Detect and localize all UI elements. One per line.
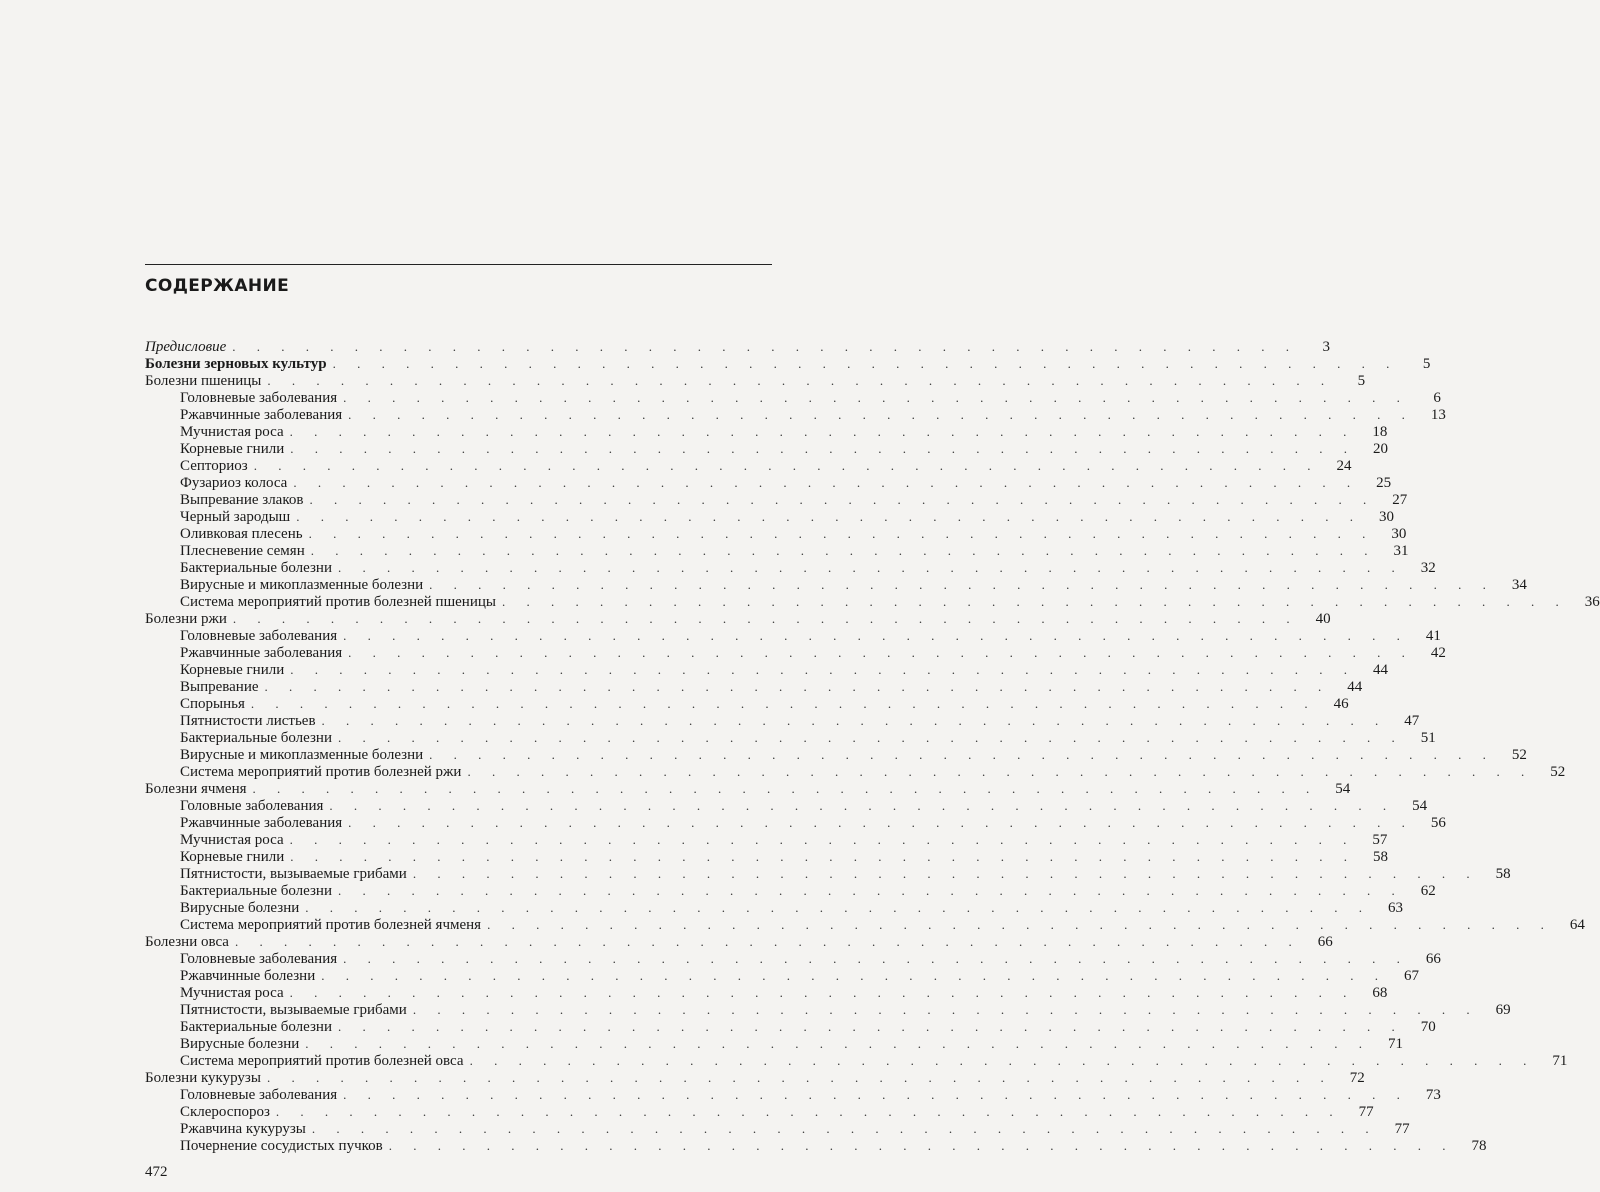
toc-entry-page: 67 — [1403, 968, 1419, 984]
toc-entry-page: 5 — [1422, 356, 1431, 372]
toc-entry — [145, 610, 1331, 627]
toc-entry-title: Фузариоз колоса — [180, 475, 288, 491]
toc-entry-title: Ржавчинные заболевания — [180, 815, 343, 831]
dot-leader: . . . . . . . . . . . . . . . . . . . . . . . . . . . . . . . . . . . . . . . . . . . . — [337, 560, 1404, 575]
toc-entry-page: 13 — [1430, 407, 1446, 423]
dot-leader: . . . . . . . . . . . . . . . . . . . . . . . . . . . . . . . . . . . . . . . . . . . . — [311, 1121, 1378, 1136]
toc-entry — [145, 661, 1388, 678]
toc-entry — [145, 576, 1527, 593]
toc-entry-page: 44 — [1372, 662, 1388, 678]
toc-entry-page: 77 — [1358, 1104, 1374, 1120]
toc-entry — [145, 950, 1441, 967]
toc-entry — [145, 1103, 1374, 1120]
page-title: СОДЕРЖАНИЕ — [145, 276, 290, 296]
toc-entry-title: Плесневение семян — [180, 543, 305, 559]
toc-entry-title: Бактериальные болезни — [180, 883, 332, 899]
dot-leader: . . . . . . . . . . . . . . . . . . . . . . . . . . . . . . . . . . . . . . . . . . . . — [412, 1002, 1479, 1017]
toc-entry-title: Септориоз — [180, 458, 248, 474]
toc-entry-title: Болезни зерновых культур — [145, 356, 327, 372]
toc-entry-title: Система мероприятий против болезней ячменя — [180, 917, 482, 933]
toc-entry-page: 41 — [1425, 628, 1441, 644]
toc-entry-page: 71 — [1388, 1036, 1403, 1052]
dot-leader: . . . . . . . . . . . . . . . . . . . . . . . . . . . . . . . . . . . . . . . . . . . . — [289, 985, 1356, 1000]
toc-entry-page: 32 — [1420, 560, 1436, 576]
toc-entry-title: Корневые гнили — [180, 441, 285, 457]
toc-entry-page: 62 — [1420, 883, 1436, 899]
toc-entry — [145, 508, 1394, 525]
toc-entry-page: 58 — [1495, 866, 1511, 882]
toc-entry — [145, 882, 1436, 899]
toc-entry-page: 3 — [1322, 339, 1331, 355]
toc-entry-page: 46 — [1333, 696, 1349, 712]
toc-entry — [145, 559, 1436, 576]
toc-entry-title: Выпревание злаков — [180, 492, 304, 508]
toc-entry-title: Вирусные и микоплазменные болезни — [180, 747, 424, 763]
toc-entry-page: 30 — [1378, 509, 1394, 525]
toc-entry-page: 24 — [1336, 458, 1352, 474]
dot-leader: . . . . . . . . . . . . . . . . . . . . . . . . . . . . . . . . . . . . . . . . . . . . — [337, 1019, 1404, 1034]
toc-entry — [145, 780, 1351, 797]
toc-entry-page: 70 — [1420, 1019, 1436, 1035]
toc-entry — [145, 848, 1388, 865]
dot-leader: . . . . . . . . . . . . . . . . . . . . . . . . . . . . . . . . . . . . . . . . . . . . — [332, 356, 1399, 371]
toc-entry-page: 52 — [1511, 747, 1527, 763]
toc-entry-title: Ржавчинные заболевания — [180, 645, 343, 661]
toc-entry-title: Мучнистая роса — [180, 985, 284, 1001]
dot-leader: . . . . . . . . . . . . . . . . . . . . . . . . . . . . . . . . . . . . . . . . . . . . — [343, 951, 1409, 966]
toc-entry-page: 68 — [1372, 985, 1388, 1001]
toc-entry-page: 20 — [1372, 441, 1388, 457]
toc-entry-page: 69 — [1495, 1002, 1511, 1018]
dot-leader: . . . . . . . . . . . . . . . . . . . . . . . . . . . . . . . . . . . . . . . . . . . . — [348, 645, 1414, 660]
toc-entry-title: Корневые гнили — [180, 662, 285, 678]
dot-leader: . . . . . . . . . . . . . . . . . . . . . . . . . . . . . . . . . . . . . . . . . . . . — [252, 781, 1319, 796]
toc-entry-title: Мучнистая роса — [180, 832, 284, 848]
dot-leader: . . . . . . . . . . . . . . . . . . . . . . . . . . . . . . . . . . . . . . . . . . . . — [412, 866, 1479, 881]
toc-entry-title: Почернение сосудистых пучков — [180, 1138, 383, 1154]
dot-leader: . . . . . . . . . . . . . . . . . . . . . . . . . . . . . . . . . . . . . . . . . . . . — [290, 849, 1356, 864]
toc-entry — [145, 763, 1566, 780]
toc-entry — [145, 542, 1409, 559]
toc-entry-title: Болезни овса — [145, 934, 229, 950]
toc-entry-page: 5 — [1357, 373, 1366, 389]
toc-entry — [145, 899, 1403, 916]
toc-entry-title: Вирусные болезни — [180, 1036, 300, 1052]
toc-entry-page: 54 — [1335, 781, 1351, 797]
toc-entry-title: Ржавчинные болезни — [180, 968, 316, 984]
toc-entry-page: 34 — [1511, 577, 1527, 593]
toc-entry-page: 58 — [1372, 849, 1388, 865]
toc-entry-title: Выпревание — [180, 679, 259, 695]
toc-entry — [145, 984, 1388, 1001]
toc-entry-title: Головневые заболевания — [180, 1087, 338, 1103]
toc-entry-title: Мучнистая роса — [180, 424, 284, 440]
dot-leader: . . . . . . . . . . . . . . . . . . . . . . . . . . . . . . . . . . . . . . . . . . . . — [429, 747, 1495, 762]
toc-entry — [145, 1035, 1403, 1052]
dot-leader: . . . . . . . . . . . . . . . . . . . . . . . . . . . . . . . . . . . . . . . . . . . . — [429, 577, 1495, 592]
toc-entry — [145, 372, 1366, 389]
toc-entry — [145, 644, 1446, 661]
toc-entry-title: Спорынья — [180, 696, 245, 712]
toc-entry-page: 44 — [1347, 679, 1363, 695]
toc-entry-page: 27 — [1392, 492, 1408, 508]
toc-entry — [145, 627, 1441, 644]
toc-entry-page: 52 — [1550, 764, 1566, 780]
toc-entry-page: 31 — [1393, 543, 1409, 559]
toc-entry-page: 56 — [1430, 815, 1446, 831]
toc-entry-page: 66 — [1425, 951, 1441, 967]
toc-entry-title: Головневые заболевания — [180, 390, 338, 406]
dot-leader: . . . . . . . . . . . . . . . . . . . . . . . . . . . . . . . . . . . . . . . . . . . . — [467, 764, 1534, 779]
toc-entry-page: 25 — [1376, 475, 1392, 491]
toc-entry-page: 78 — [1471, 1138, 1487, 1154]
toc-entry-title: Система мероприятий против болезней ржи — [180, 764, 462, 780]
toc-entry-title: Болезни ржи — [145, 611, 227, 627]
dot-leader: . . . . . . . . . . . . . . . . . . . . . . . . . . . . . . . . . . . . . . . . . . . . — [337, 883, 1404, 898]
toc-entry-page: 36 — [1584, 594, 1600, 610]
toc-entry — [145, 338, 1331, 355]
toc-entry — [145, 712, 1420, 729]
toc-entry — [145, 831, 1388, 848]
toc-entry-page: 73 — [1425, 1087, 1441, 1103]
toc-entry — [145, 355, 1431, 372]
toc-entry-title: Черный зародыш — [180, 509, 291, 525]
dot-leader: . . . . . . . . . . . . . . . . . . . . . . . . . . . . . . . . . . . . . . . . . . . . — [290, 662, 1356, 677]
dot-leader: . . . . . . . . . . . . . . . . . . . . . . . . . . . . . . . . . . . . . . . . . . . . — [348, 407, 1414, 422]
toc-entry-title: Головневые заболевания — [180, 951, 338, 967]
toc-entry-title: Головные заболевания — [180, 798, 324, 814]
dot-leader: . . . . . . . . . . . . . . . . . . . . . . . . . . . . . . . . . . . . . . . . . . . . — [293, 475, 1360, 490]
toc-entry-page: 77 — [1394, 1121, 1410, 1137]
dot-leader: . . . . . . . . . . . . . . . . . . . . . . . . . . . . . . . . . . . . . . . . . . . . — [232, 611, 1299, 626]
toc-entry-title: Пятнистости, вызываемые грибами — [180, 1002, 407, 1018]
dot-leader: . . . . . . . . . . . . . . . . . . . . . . . . . . . . . . . . . . . . . . . . . . . . — [501, 594, 1568, 609]
toc-entry-page: 72 — [1349, 1070, 1365, 1086]
dot-leader: . . . . . . . . . . . . . . . . . . . . . . . . . . . . . . . . . . . . . . . . . . . . — [308, 526, 1375, 541]
dot-leader: . . . . . . . . . . . . . . . . . . . . . . . . . . . . . . . . . . . . . . . . . . . . — [388, 1138, 1455, 1153]
toc-entry-title: Бактериальные болезни — [180, 1019, 332, 1035]
dot-leader: . . . . . . . . . . . . . . . . . . . . . . . . . . . . . . . . . . . . . . . . . . . . — [348, 815, 1414, 830]
dot-leader: . . . . . . . . . . . . . . . . . . . . . . . . . . . . . . . . . . . . . . . . . . . . — [266, 1070, 1333, 1085]
toc-entry — [145, 1069, 1365, 1086]
dot-leader: . . . . . . . . . . . . . . . . . . . . . . . . . . . . . . . . . . . . . . . . . . . . — [296, 509, 1362, 524]
toc-entry-title: Вирусные болезни — [180, 900, 300, 916]
dot-leader: . . . . . . . . . . . . . . . . . . . . . . . . . . . . . . . . . . . . . . . . . . . . — [289, 424, 1356, 439]
toc-entry-title: Бактериальные болезни — [180, 560, 332, 576]
dot-leader: . . . . . . . . . . . . . . . . . . . . . . . . . . . . . . . . . . . . . . . . . . . . — [337, 730, 1404, 745]
dot-leader: . . . . . . . . . . . . . . . . . . . . . . . . . . . . . . . . . . . . . . . . . . . . — [289, 832, 1356, 847]
toc-entry-title: Ржавчина кукурузы — [180, 1121, 306, 1137]
toc-entry — [145, 916, 1585, 933]
toc-entry — [145, 797, 1428, 814]
toc-entry — [145, 1001, 1511, 1018]
toc-entry-page: 63 — [1388, 900, 1403, 916]
dot-leader: . . . . . . . . . . . . . . . . . . . . . . . . . . . . . . . . . . . . . . . . . . . . — [253, 458, 1320, 473]
dot-leader: . . . . . . . . . . . . . . . . . . . . . . . . . . . . . . . . . . . . . . . . . . . . — [250, 696, 1317, 711]
toc-entry-title: Оливковая плесень — [180, 526, 303, 542]
toc-entry-page: 54 — [1412, 798, 1428, 814]
dot-leader: . . . . . . . . . . . . . . . . . . . . . . . . . . . . . . . . . . . . . . . . . . . . — [234, 934, 1301, 949]
toc-entry-page: 47 — [1404, 713, 1420, 729]
toc-entry — [145, 423, 1388, 440]
toc-entry-title: Болезни ячменя — [145, 781, 247, 797]
toc-entry — [145, 593, 1600, 610]
toc-entry-page: 51 — [1420, 730, 1436, 746]
toc-entry — [145, 729, 1436, 746]
toc-entry-title: Ржавчинные заболевания — [180, 407, 343, 423]
dot-leader: . . . . . . . . . . . . . . . . . . . . . . . . . . . . . . . . . . . . . . . . . . . . — [329, 798, 1396, 813]
toc-entry-title: Предисловие — [145, 339, 227, 355]
toc-entry — [145, 474, 1392, 491]
toc-entry — [145, 1018, 1436, 1035]
toc-entry — [145, 406, 1446, 423]
dot-leader: . . . . . . . . . . . . . . . . . . . . . . . . . . . . . . . . . . . . . . . . . . . . — [321, 713, 1388, 728]
toc-entry — [145, 933, 1333, 950]
dot-leader: . . . . . . . . . . . . . . . . . . . . . . . . . . . . . . . . . . . . . . . . . . . . — [264, 679, 1331, 694]
toc-entry — [145, 1137, 1487, 1154]
toc-entry-title: Система мероприятий против болезней пшеницы — [180, 594, 496, 610]
dot-leader: . . . . . . . . . . . . . . . . . . . . . . . . . . . . . . . . . . . . . . . . . . . . — [305, 900, 1371, 915]
toc-entry — [145, 525, 1407, 542]
toc-entry — [145, 457, 1352, 474]
toc-entry-page: 66 — [1317, 934, 1333, 950]
dot-leader: . . . . . . . . . . . . . . . . . . . . . . . . . . . . . . . . . . . . . . . . . . . . — [321, 968, 1387, 983]
heading-rule — [145, 264, 772, 265]
toc-entry-title: Пятнистости, вызываемые грибами — [180, 866, 407, 882]
page-number: 472 — [145, 1164, 168, 1180]
toc-entry-page: 6 — [1433, 390, 1441, 406]
toc-entry-title: Головневые заболевания — [180, 628, 338, 644]
dot-leader: . . . . . . . . . . . . . . . . . . . . . . . . . . . . . . . . . . . . . . . . . . . . — [310, 543, 1377, 558]
toc-entry — [145, 389, 1441, 406]
toc-entry — [145, 678, 1363, 695]
dot-leader: . . . . . . . . . . . . . . . . . . . . . . . . . . . . . . . . . . . . . . . . . . . . — [343, 1087, 1409, 1102]
toc-entry-title: Система мероприятий против болезней овса — [180, 1053, 464, 1069]
toc-entry-page: 30 — [1391, 526, 1407, 542]
dot-leader: . . . . . . . . . . . . . . . . . . . . . . . . . . . . . . . . . . . . . . . . . . . . — [343, 628, 1409, 643]
dot-leader: . . . . . . . . . . . . . . . . . . . . . . . . . . . . . . . . . . . . . . . . . . . . — [469, 1053, 1536, 1068]
toc-entry-title: Болезни кукурузы — [145, 1070, 261, 1086]
dot-leader: . . . . . . . . . . . . . . . . . . . . . . . . . . . . . . . . . . . . . . . . . . . . — [267, 373, 1334, 388]
toc-entry — [145, 967, 1419, 984]
toc-entry — [145, 814, 1446, 831]
toc-entry-page: 71 — [1552, 1053, 1568, 1069]
toc-entry — [145, 695, 1349, 712]
toc-entry-title: Болезни пшеницы — [145, 373, 262, 389]
dot-leader: . . . . . . . . . . . . . . . . . . . . . . . . . . . . . . . . . . . . . . . . . . . . — [232, 339, 1299, 354]
toc-entry-page: 42 — [1430, 645, 1446, 661]
toc-entry-title: Бактериальные болезни — [180, 730, 332, 746]
dot-leader: . . . . . . . . . . . . . . . . . . . . . . . . . . . . . . . . . . . . . . . . . . . . — [343, 390, 1409, 405]
toc-entry-page: 18 — [1372, 424, 1388, 440]
table-of-contents — [145, 338, 1600, 1154]
toc-entry-page: 57 — [1372, 832, 1388, 848]
toc-entry-page: 64 — [1569, 917, 1585, 933]
toc-entry — [145, 440, 1388, 457]
toc-entry — [145, 491, 1408, 508]
dot-leader: . . . . . . . . . . . . . . . . . . . . . . . . . . . . . . . . . . . . . . . . . . . . — [290, 441, 1356, 456]
toc-entry-title: Вирусные и микоплазменные болезни — [180, 577, 424, 593]
toc-entry — [145, 865, 1511, 882]
toc-entry-title: Пятнистости листьев — [180, 713, 316, 729]
dot-leader: . . . . . . . . . . . . . . . . . . . . . . . . . . . . . . . . . . . . . . . . . . . . — [275, 1104, 1342, 1119]
dot-leader: . . . . . . . . . . . . . . . . . . . . . . . . . . . . . . . . . . . . . . . . . . . . — [309, 492, 1376, 507]
dot-leader: . . . . . . . . . . . . . . . . . . . . . . . . . . . . . . . . . . . . . . . . . . . . — [487, 917, 1553, 932]
toc-entry — [145, 1086, 1441, 1103]
toc-entry — [145, 1120, 1410, 1137]
toc-entry-title: Корневые гнили — [180, 849, 285, 865]
toc-entry — [145, 1052, 1568, 1069]
toc-entry-title: Склероспороз — [180, 1104, 270, 1120]
dot-leader: . . . . . . . . . . . . . . . . . . . . . . . . . . . . . . . . . . . . . . . . . . . . — [305, 1036, 1371, 1051]
toc-entry — [145, 746, 1527, 763]
toc-entry-page: 40 — [1315, 611, 1331, 627]
